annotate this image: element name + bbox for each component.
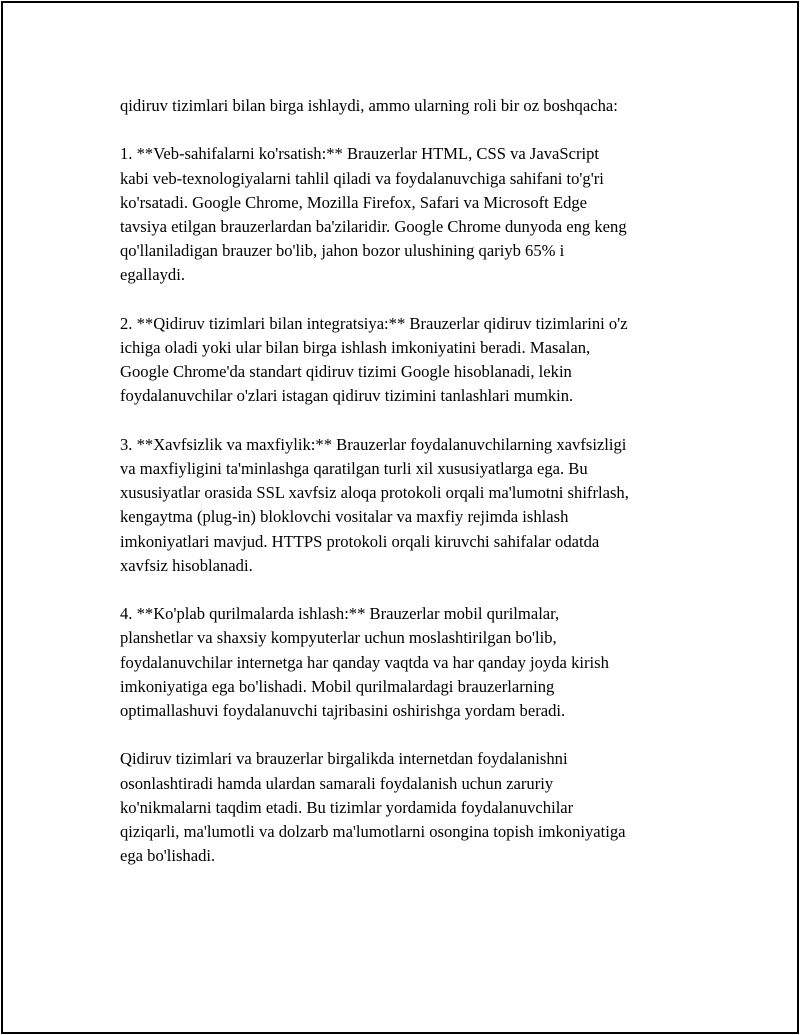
- paragraph-item-3: 3. **Xavfsizlik va maxfiylik:** Brauzerlar foydalanuvchilarning xavfsizligi va maxfiyligini ta'minlashga qaratilgan turli xil xususiyatlarga ega. Bu xususiyatlar orasida SSL xavfsiz aloqa protokoli orqali ma'lumotni shifrlash, kengaytma (plug-in) bloklovchi vositalar va maxfiy rejimda ishlash imkoniyatlari mavjud. HTTPS protokoli orqali kiruvchi sahifalar odatda xavfsiz hisoblanadi.: [120, 434, 629, 575]
- paragraph-item-4: 4. **Ko'plab qurilmalarda ishlash:** Brauzerlar mobil qurilmalar, planshetlar va shaxsiy kompyuterlar uchun moslashtirilgan bo'lib, foydalanuvchilar internetga har qanday vaqtda va har qanday joyda kirish imkoniyatiga ega bo'lishadi. Mobil qurilmalardagi brauzerlarning optimallashuvi foydalanuvchi tajribasini oshirishga yordam beradi.: [120, 604, 609, 721]
- document-body: [120, 94, 695, 893]
- paragraph-intro: qidiruv tizimlari bilan birga ishlaydi, ammo ularning roli bir oz boshqacha:: [120, 96, 618, 115]
- paragraph-item-1: 1. **Veb-sahifalarni ko'rsatish:** Brauzerlar HTML, CSS va JavaScript kabi veb-texnologiyalarni tahlil qiladi va foydalanuvchiga sahifani to'g'ri ko'rsatadi. Google Chrome, Mozilla Firefox, Safari va Microsoft Edge tavsiya etilgan brauzerlardan ba'zilaridir. Google Chrome dunyoda eng keng qo'llaniladigan brauzer bo'lib, jahon bozor ulushining qariyb 65% i egallaydi.: [120, 144, 627, 285]
- paragraph-conclusion: Qidiruv tizimlari va brauzerlar birgalikda internetdan foydalanishni osonlashtiradi hamda ulardan samarali foydalanish uchun zaruriy ko'nikmalarni taqdim etadi. Bu tizimlar yordamida foydalanuvchilar qiziqarli, ma'lumotli va dolzarb ma'lumotlarni osongina topish imkoniyatiga ega bo'lishadi.: [120, 749, 626, 866]
- page-frame: [1, 1, 799, 1034]
- paragraph-item-2: 2. **Qidiruv tizimlari bilan integratsiya:** Brauzerlar qidiruv tizimlarini o'z ichiga oladi yoki ular bilan birga ishlash imkoniyatini beradi. Masalan, Google Chrome'da standart qidiruv tizimi Google hisoblanadi, lekin foydalanuvchilar o'zlari istagan qidiruv tizimini tanlashlari mumkin.: [120, 313, 628, 406]
